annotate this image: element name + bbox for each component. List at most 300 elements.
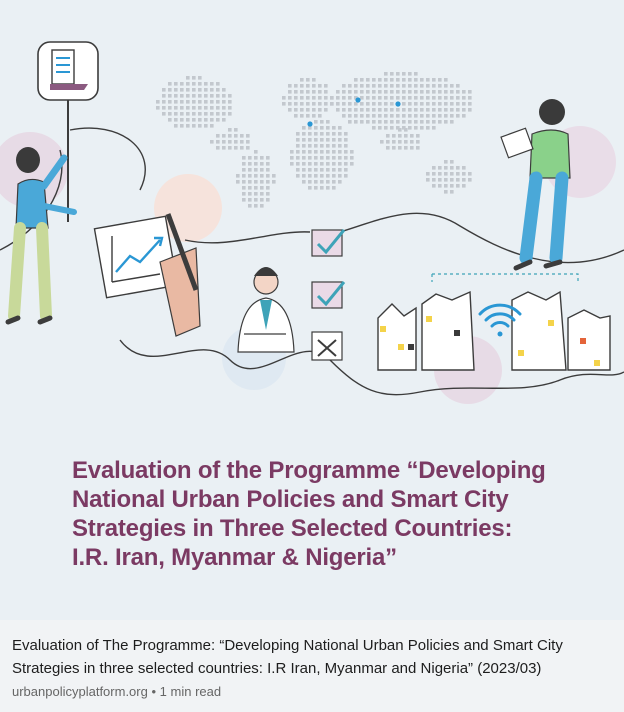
person-right-illustration [501,99,570,268]
map-dot [260,192,264,196]
map-dot [366,78,370,82]
map-dot [420,102,424,106]
map-dot [354,102,358,106]
map-dot [342,114,346,118]
map-dot [462,96,466,100]
map-dot [426,114,430,118]
map-dot [314,186,318,190]
map-dot [344,174,348,178]
map-dot [320,120,324,124]
map-dot [444,120,448,124]
map-dot [314,174,318,178]
map-dot [204,94,208,98]
map-dot [254,150,258,154]
map-dot [332,144,336,148]
map-dot [162,94,166,98]
map-dot [312,78,316,82]
map-dot [204,88,208,92]
map-dot [432,84,436,88]
map-dot [390,114,394,118]
map-dot [450,190,454,194]
map-dot [420,114,424,118]
map-dot [336,108,340,112]
map-dot [186,76,190,80]
map-dot [426,108,430,112]
source-domain: urbanpolicyplatform.org [12,684,148,699]
map-dot [456,90,460,94]
map-dot [378,78,382,82]
map-dot [416,134,420,138]
map-dot [332,186,336,190]
map-dot [216,146,220,150]
map-dot [296,168,300,172]
map-dot [360,90,364,94]
map-dot [396,78,400,82]
map-dot [248,204,252,208]
map-dot [396,90,400,94]
map-dot [320,180,324,184]
map-dot [402,90,406,94]
map-dot [378,114,382,118]
map-dot [330,96,334,100]
map-dot [186,112,190,116]
map-dot [198,88,202,92]
map-dot [384,114,388,118]
map-dot [294,102,298,106]
map-dot [396,96,400,100]
map-dot [320,138,324,142]
map-dot [192,118,196,122]
map-dot [240,140,244,144]
map-dot [216,112,220,116]
map-dot [372,126,376,130]
map-dot [296,174,300,178]
map-dot [408,72,412,76]
map-dot [242,198,246,202]
map-dot [192,88,196,92]
map-dot [236,174,240,178]
map-dot [294,96,298,100]
map-dot [320,144,324,148]
map-dot [216,140,220,144]
map-dot [198,82,202,86]
map-dot [462,90,466,94]
map-dot [390,78,394,82]
map-dot [306,102,310,106]
map-dot [372,108,376,112]
map-dot [248,192,252,196]
map-dot [266,186,270,190]
map-dot [404,134,408,138]
map-dot [168,112,172,116]
map-dot [242,180,246,184]
map-dot [450,178,454,182]
cover-title-line: Strategies in Three Selected Countries: [72,515,513,542]
map-dot [306,90,310,94]
map-dot [308,132,312,136]
map-dot [254,192,258,196]
map-dot [450,166,454,170]
map-dot [450,172,454,176]
map-dot [300,114,304,118]
map-dot [314,156,318,160]
map-dot [228,140,232,144]
map-dot [222,140,226,144]
map-dot [450,84,454,88]
map-dot [302,144,306,148]
map-dot [318,96,322,100]
map-dot [444,172,448,176]
map-dot [308,186,312,190]
map-dot [432,90,436,94]
map-dot [246,146,250,150]
map-dot [348,120,352,124]
map-dot [354,78,358,82]
map-dot [426,90,430,94]
map-dot [414,84,418,88]
map-dot [414,126,418,130]
map-dot [192,112,196,116]
map-dot [216,106,220,110]
map-dot [330,102,334,106]
map-dot [390,102,394,106]
map-dot [432,102,436,106]
map-dot [266,192,270,196]
map-dot [410,140,414,144]
map-dot [288,84,292,88]
map-dot [450,160,454,164]
map-dot [290,156,294,160]
map-dot [288,90,292,94]
map-dot [186,124,190,128]
map-dot [210,140,214,144]
map-dot [390,126,394,130]
map-dot [392,146,396,150]
map-dot [210,100,214,104]
map-dot [338,156,342,160]
map-dot [404,140,408,144]
map-dot [306,78,310,82]
map-dot [410,134,414,138]
map-dot [426,84,430,88]
map-dot [450,114,454,118]
map-dot [234,140,238,144]
map-dot [420,108,424,112]
map-dot [348,102,352,106]
map-dot [366,96,370,100]
map-dot [396,84,400,88]
map-dot [308,156,312,160]
map-dot [314,180,318,184]
map-dot [260,204,264,208]
map-dot [156,106,160,110]
map-dot [198,124,202,128]
map-dot [408,114,412,118]
cover-title-line: I.R. Iran, Myanmar & Nigeria” [72,544,397,571]
map-dot [378,126,382,130]
map-dot [338,144,342,148]
map-dot [398,134,402,138]
map-dot [366,120,370,124]
map-dot [408,108,412,112]
cover-title-line: National Urban Policies and Smart City [72,486,509,513]
map-dot [204,124,208,128]
map-dot [450,184,454,188]
map-dot [290,150,294,154]
map-dot [314,120,318,124]
map-dot [414,72,418,76]
map-dot [222,94,226,98]
map-dot [468,172,472,176]
map-dot [342,84,346,88]
map-dot [432,114,436,118]
map-dot [254,198,258,202]
map-dot [174,94,178,98]
map-dot [272,180,276,184]
map-dot [240,146,244,150]
map-dot [314,168,318,172]
map-dot [414,78,418,82]
map-dot [324,90,328,94]
map-dot [420,96,424,100]
map-dot [254,174,258,178]
map-dot [204,82,208,86]
map-dot [198,118,202,122]
map-dot [420,84,424,88]
map-dot [174,88,178,92]
map-dot [266,180,270,184]
map-dot [324,102,328,106]
map-dot [408,78,412,82]
map-dot [462,108,466,112]
map-dot [372,102,376,106]
map-dot [320,168,324,172]
map-dot [210,112,214,116]
map-dot [354,90,358,94]
map-dot [324,96,328,100]
map-dot [320,150,324,154]
map-dot [338,162,342,166]
map-dot [248,156,252,160]
map-dot [390,96,394,100]
map-dot [332,162,336,166]
map-dot [320,126,324,130]
map-dot [186,88,190,92]
map-dot [204,100,208,104]
map-dot [468,108,472,112]
map-dot [260,186,264,190]
map-dot [326,156,330,160]
map-dot [354,84,358,88]
map-dot [332,150,336,154]
map-dot [266,168,270,172]
map-dot [198,100,202,104]
map-dot [384,108,388,112]
map-dot [432,120,436,124]
map-dot [302,180,306,184]
map-dot [332,168,336,172]
map-dot [438,166,442,170]
map-dot [216,100,220,104]
map-dot [168,118,172,122]
map-dot [456,172,460,176]
map-dot [228,112,232,116]
map-dot [462,166,466,170]
map-dot [404,128,408,132]
checklist-icon [312,230,344,360]
map-dot [332,180,336,184]
map-dot [468,90,472,94]
map-dot [402,120,406,124]
map-dot [332,126,336,130]
map-dot [306,96,310,100]
map-dot [384,78,388,82]
map-dot [318,90,322,94]
map-dot [234,134,238,138]
map-dot [336,90,340,94]
map-dot [426,172,430,176]
map-dot [396,72,400,76]
map-dot [192,82,196,86]
map-dot [348,114,352,118]
map-dot [348,96,352,100]
map-dot [444,102,448,106]
map-dot [360,114,364,118]
map-dot [350,150,354,154]
map-dot [438,178,442,182]
map-dot [242,192,246,196]
map-dot [444,190,448,194]
map-dot [344,168,348,172]
map-dot [402,114,406,118]
map-dot [366,84,370,88]
map-dot [228,128,232,132]
map-dot [260,168,264,172]
map-dot [450,96,454,100]
map-dot [408,120,412,124]
map-dot [260,198,264,202]
map-dot [426,126,430,130]
map-dot [360,120,364,124]
map-dot [386,140,390,144]
map-dot [438,172,442,176]
map-dot [348,90,352,94]
map-dot [210,88,214,92]
map-dot [420,90,424,94]
map-dot [398,146,402,150]
map-dot [444,84,448,88]
map-dot [302,150,306,154]
map-dot [372,90,376,94]
map-dot [432,78,436,82]
map-dot [242,156,246,160]
map-dot [222,112,226,116]
map-dot [248,180,252,184]
map-dot [180,100,184,104]
map-dot [414,90,418,94]
map-dot [408,90,412,94]
map-dot [468,96,472,100]
map-dot [186,94,190,98]
map-dot [398,128,402,132]
map-dot [326,132,330,136]
map-dot [402,102,406,106]
map-dot [254,186,258,190]
map-dot [186,118,190,122]
map-dot [326,120,330,124]
map-dot [438,102,442,106]
map-dot [192,106,196,110]
map-dot [320,162,324,166]
map-dot [396,108,400,112]
map-dot [432,108,436,112]
map-dot [372,120,376,124]
map-dot [314,150,318,154]
map-dot [378,96,382,100]
map-dot [242,162,246,166]
map-dot [248,186,252,190]
map-dot [308,174,312,178]
map-dot [450,102,454,106]
map-dot [204,118,208,122]
map-dot [308,150,312,154]
map-dot [332,174,336,178]
map-dot [384,84,388,88]
map-dot [294,114,298,118]
map-dot [404,146,408,150]
map-dot [462,114,466,118]
map-dot [260,162,264,166]
map-dot [326,162,330,166]
map-dot [174,112,178,116]
map-dot [326,138,330,142]
article-meta-line [12,684,221,699]
map-dot [248,162,252,166]
cover-title [72,456,592,572]
map-dot [300,102,304,106]
map-dot [302,174,306,178]
map-dot [296,132,300,136]
map-dot [174,100,178,104]
map-dot [302,162,306,166]
map-dot [180,94,184,98]
map-dot [456,84,460,88]
map-dot [342,102,346,106]
map-dot [180,88,184,92]
map-dot [414,102,418,106]
map-dot [456,114,460,118]
map-dot [228,100,232,104]
map-dot [254,180,258,184]
map-dot [266,162,270,166]
map-dot [228,94,232,98]
map-dot [300,108,304,112]
map-dot [248,198,252,202]
map-dot [344,132,348,136]
map-dot [266,198,270,202]
map-dot [312,84,316,88]
map-dot [386,146,390,150]
map-dot [450,90,454,94]
map-dot [312,96,316,100]
article-title-link[interactable]: Evaluation of The Programme: “Developing National Urban Policies and Smart City Strategies in three selected countries: I.R Iran, Myanmar and Nigeria” (2023/03) [12,637,563,677]
map-dot [338,138,342,142]
map-dot [314,144,318,148]
map-dot [242,168,246,172]
map-dot [204,106,208,110]
map-dot [192,76,196,80]
map-dot [210,94,214,98]
